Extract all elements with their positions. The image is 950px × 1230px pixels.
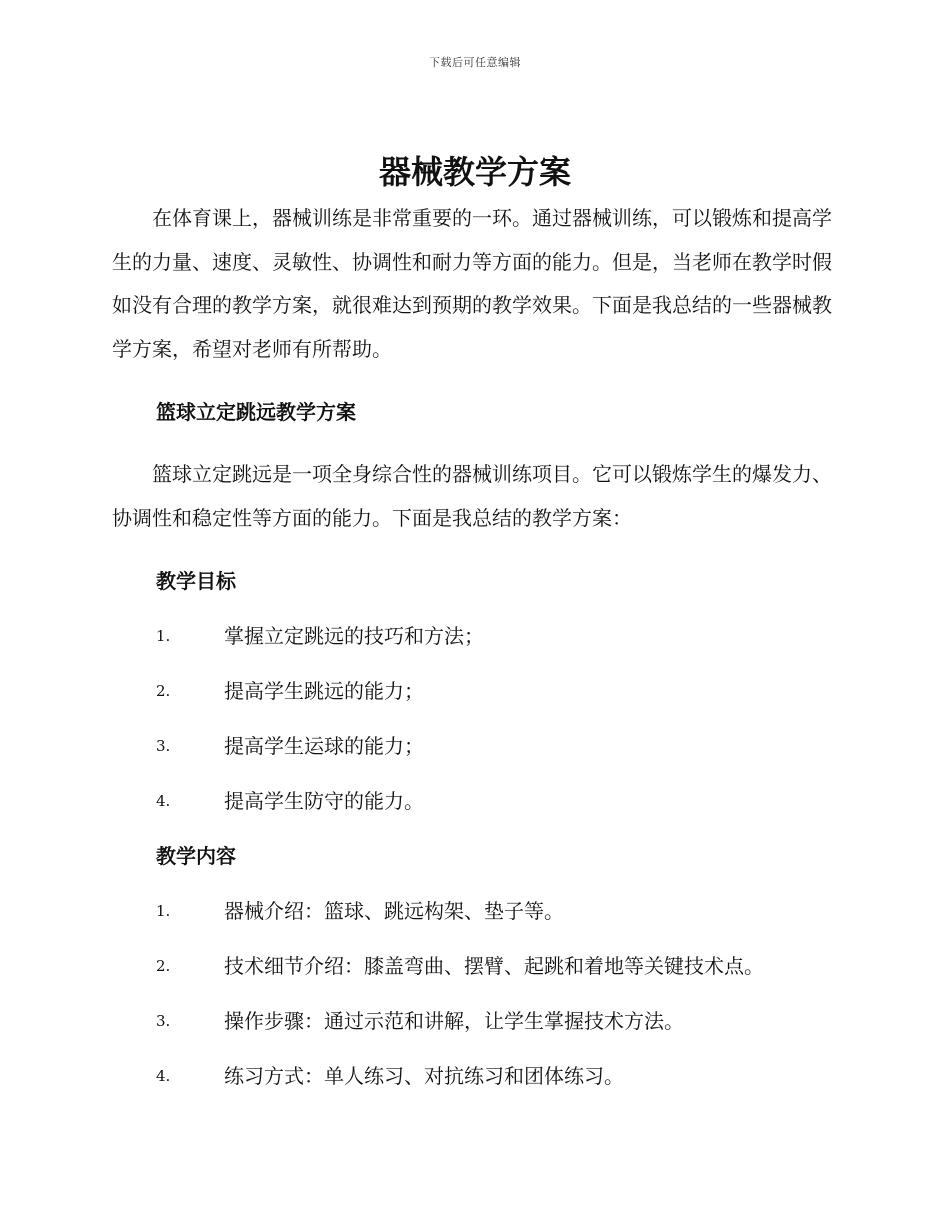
list-item-number: 4. <box>156 1067 171 1085</box>
list-item-number: 1. <box>156 902 171 920</box>
list-item-text: 器械介绍：篮球、跳远构架、垫子等。 <box>224 899 564 923</box>
list-item <box>112 732 832 760</box>
list-item-text: 提高学生跳远的能力； <box>224 679 424 703</box>
document-body <box>112 197 832 1090</box>
list-item <box>112 897 832 925</box>
list-item-text: 练习方式：单人练习、对抗练习和团体练习。 <box>224 1064 624 1088</box>
list-item <box>112 952 832 980</box>
intro-paragraph: 在体育课上，器械训练是非常重要的一环。通过器械训练，可以锻炼和提高学生的力量、速度、灵敏性、协调性和耐力等方面的能力。但是，当老师在教学时假如没有合理的教学方案，就很难达到预期的教学效果。下面是我总结的一些器械教学方案，希望对老师有所帮助。 <box>112 206 832 361</box>
list-item-text: 掌握立定跳远的技巧和方法； <box>224 624 484 648</box>
list-item-text: 提高学生运球的能力； <box>224 734 424 758</box>
list-item-text: 操作步骤：通过示范和讲解，让学生掌握技术方法。 <box>224 1009 684 1033</box>
list-item-text: 技术细节介绍：膝盖弯曲、摆臂、起跳和着地等关键技术点。 <box>224 954 764 978</box>
page-header-note: 下载后可任意编辑 <box>429 56 521 69</box>
content-list <box>112 897 832 1090</box>
list-item <box>112 787 832 815</box>
list-item <box>112 677 832 705</box>
list-item-number: 2. <box>156 682 171 700</box>
list-item-number: 3. <box>156 737 171 755</box>
list-item <box>112 1062 832 1090</box>
section-title: 篮球立定跳远教学方案 <box>156 400 356 424</box>
section-intro-paragraph: 篮球立定跳远是一项全身综合性的器械训练项目。它可以锻炼学生的爆发力、协调性和稳定性等方面的能力。下面是我总结的教学方案： <box>112 462 832 530</box>
list-item <box>112 622 832 650</box>
list-item-number: 2. <box>156 957 171 975</box>
goals-list <box>112 622 832 815</box>
document-title: 器械教学方案 <box>378 153 571 191</box>
list-item-text: 提高学生防守的能力。 <box>224 789 424 813</box>
list-item-number: 4. <box>156 792 171 810</box>
list-item-number: 1. <box>156 627 171 645</box>
list-item-number: 3. <box>156 1012 171 1030</box>
goals-heading: 教学目标 <box>156 569 236 593</box>
list-item <box>112 1007 832 1035</box>
content-heading: 教学内容 <box>156 844 236 868</box>
